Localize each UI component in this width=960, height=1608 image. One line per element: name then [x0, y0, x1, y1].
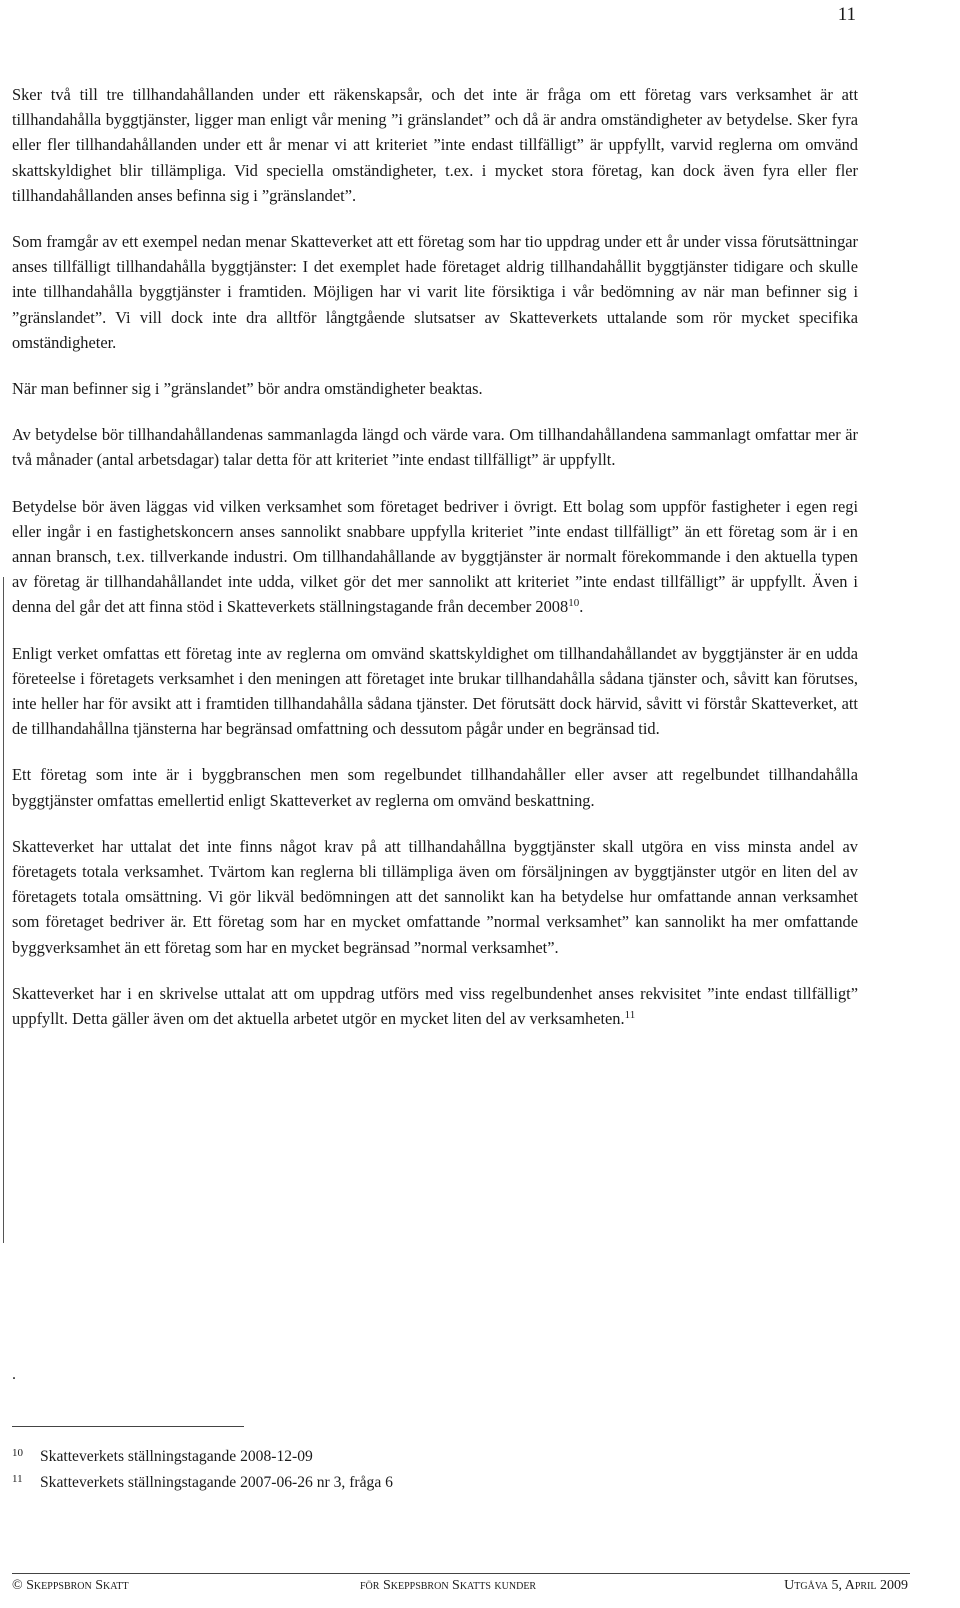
paragraph: Ett företag som inte är i byggbranschen men som regelbundet tillhandahåller eller avser att regelbundet tillhandahålla byggtjänster omfattas emellertid enligt Skatteverket av reglerna om omvänd beskattning. [12, 765, 858, 810]
paragraph: Sker två till tre tillhandahållanden under ett räkenskapsår, och det inte är fråga om ett företag vars verksamhet är att tillhandahålla byggtjänster, ligger man enligt vår mening ”i gränslandet” och då är andra omständigheter av betydelse. Sker fyra eller fler tillhandahållanden under ett år menar vi att kriteriet ”inte endast tillfälligt” är uppfyllt, varvid reglerna om omvänd skattskyldighet blir tillämpliga. Vid speciella omständigheter, t.ex. i mycket stora företag, kan dock även fyra eller fler tillhandahållanden anses befinna sig i ”gränslandet”. [12, 85, 858, 205]
paragraph [12, 981, 858, 1031]
footnote-mark: 10 [12, 1447, 23, 1459]
footnote-text: Skatteverkets ställningstagande 2007-06-26 nr 3, fråga 6 [40, 1474, 393, 1491]
revision-margin-bar [3, 577, 4, 1243]
footer-copyright: © Skeppsbron Skatt [12, 1578, 129, 1593]
paragraph-end: . [579, 597, 584, 617]
paragraph-text: Betydelse bör även läggas vid vilken verksamhet som företaget bedriver i övrigt. Ett bolag som uppför fastigheter i egen regi eller ingår i en fastighetskoncern anses sannolikt snabbare uppfylla kriteriet ”inte endast tillfälligt” än ett företag som är i en annan bransch, t.ex. tillverkande industri. Om tillhandahållande av byggtjänster är normalt förekommande i den aktuella typen av företag är tillhandahållandet inte udda, vilket gör det mer sannolikt att kriteriet ”inte endast tillfälligt” är uppfyllt. Även i denna del går det att finna stöd i Skatteverkets ställningstagande från december 2008 [12, 496, 858, 617]
paragraph: Som framgår av ett exempel nedan menar Skatteverket att ett företag som har tio uppdrag under ett år under vissa förutsättningar anses tillfälligt tillhandahålla byggtjänster: I det exemplet hade företaget aldrig tillhandahållit byggtjänster tidigare och skulle inte tillhandahålla byggtjänster i framtiden. Möjligen har vi varit lite försiktiga i vår bedömning av när man befinner sig i ”gränslandet”. Vi vill dock inte dra alltför långtgående slutsatser av Skatteverkets uttalande som rör mycket specifika omständigheter. [12, 232, 858, 352]
footer-audience: för Skeppsbron Skatts kunder [360, 1578, 537, 1593]
paragraph: Enligt verket omfattas ett företag inte av reglerna om omvänd skattskyldighet om tillhandahållandet av byggtjänster är en udda företeelse i företagets verksamhet i den meningen att företaget inte brukar tillhandahålla sådana tjänster och, såvitt kan förutses, inte heller har för avsikt att i framtiden tillhandahålla sådana tjänster. Det förutsätt dock härvid, såvitt vi förstår Skatteverket, att de tillhandahållna tjänsterna har begränsad omfattning och dessutom pågår under en begränsad tid. [12, 643, 858, 739]
paragraph: Skatteverket har uttalat det inte finns något krav på att tillhandahållna byggtjänster skall utgöra en viss minsta andel av företagets totala verksamhet. Tvärtom kan reglerna bli tillämpliga även om försäljningen av byggtjänster utgör en liten del av företagets totala omsättning. Vi gör likväl bedömningen att det sannolikt kan ha betydelse hur omfattande annan verksamhet som företaget bedriver är. Ett företag som har en mycket omfattande ”normal verksamhet” kan sannolikt ha mer omfattande byggverksamhet än ett företag som har en mycket begränsad ”normal verksamhet”. [12, 836, 858, 957]
stray-dot: . [12, 1366, 16, 1383]
footnote-divider [12, 1426, 244, 1427]
footer-edition: Utgåva 5, April 2009 [784, 1578, 908, 1593]
footnote [12, 1442, 313, 1468]
paragraph-text: Skatteverket har i en skrivelse uttalat att om uppdrag utförs med viss regelbundenhet anses rekvisitet ”inte endast tillfälligt” uppfyllt. Detta gäller även om det aktuella arbetet utgör en mycket liten del av verksamheten. [12, 983, 858, 1029]
paragraph [12, 494, 858, 620]
paragraph: När man befinner sig i ”gränslandet” bör andra omständigheter beaktas. [12, 379, 483, 399]
paragraph: Av betydelse bör tillhandahållandenas sammanlagda längd och värde vara. Om tillhandahållandena sammanlagt omfattar mer är två månader (antal arbetsdagar) talar detta för att kriteriet ”inte endast tillfälligt” är uppfyllt. [12, 425, 858, 470]
page-number: 11 [837, 4, 856, 25]
footnote [12, 1468, 393, 1494]
document-body [12, 82, 858, 1052]
footnote-text: Skatteverkets ställningstagande 2008-12-09 [40, 1448, 313, 1465]
footnote-mark: 11 [12, 1473, 23, 1485]
footnote-ref: 10 [568, 597, 580, 610]
footer-divider [12, 1573, 910, 1574]
footnote-ref: 11 [624, 1009, 636, 1022]
